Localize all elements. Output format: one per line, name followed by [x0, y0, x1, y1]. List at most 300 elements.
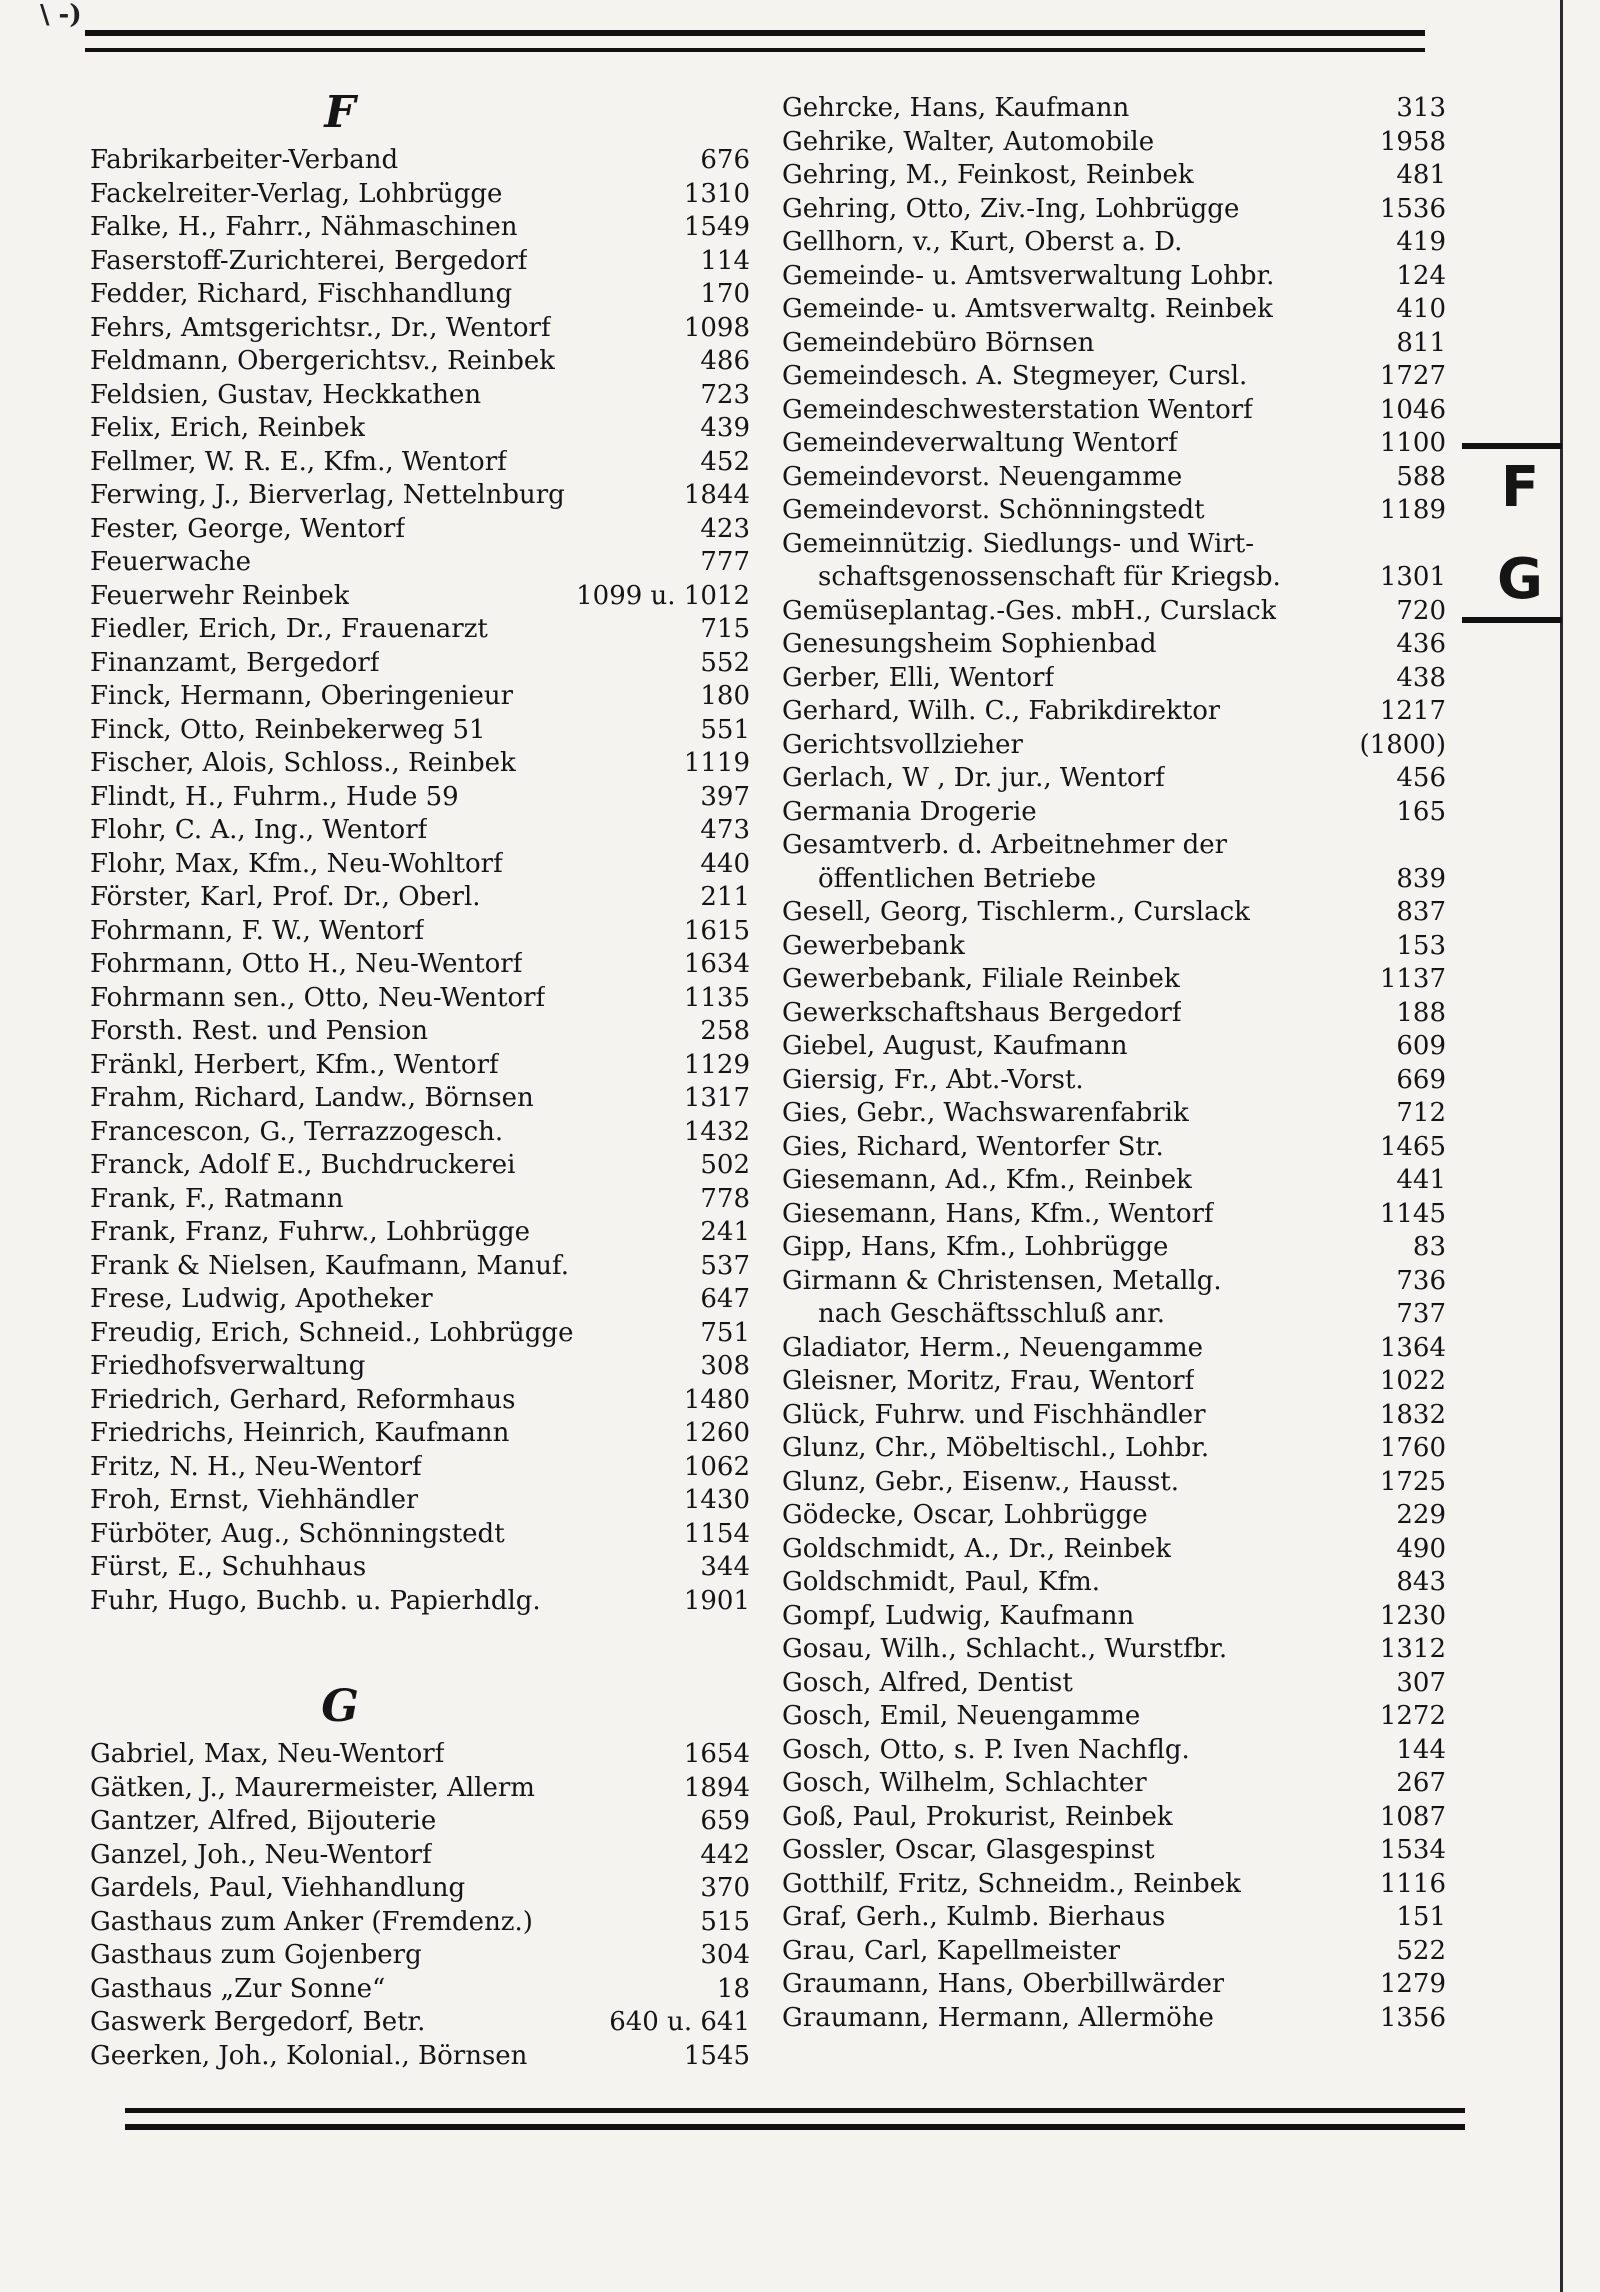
directory-entry — [782, 561, 1446, 595]
entry-phone-number: 241 — [700, 1217, 750, 1247]
entry-phone-number: 344 — [700, 1552, 750, 1582]
directory-entry — [782, 1097, 1446, 1131]
entry-phone-number: 1317 — [683, 1083, 750, 1113]
directory-entry — [782, 1499, 1446, 1533]
entry-phone-number: 438 — [1396, 662, 1446, 693]
entry-phone-number: 1312 — [1379, 1634, 1446, 1664]
directory-entry — [90, 1149, 750, 1183]
entry-phone-number: 515 — [700, 1906, 750, 1937]
entry-phone-number: 1654 — [683, 1739, 750, 1769]
entry-name: Fackelreiter-Verlag, Lohbrügge — [90, 178, 503, 209]
entry-name: Fränkl, Herbert, Kfm., Wentorf — [90, 1049, 499, 1080]
directory-entry — [90, 412, 750, 446]
entry-name: Graumann, Hans, Oberbillwärder — [782, 1969, 1225, 1999]
directory-entry — [90, 613, 750, 647]
entry-phone-number: 124 — [1396, 260, 1446, 291]
entry-phone-number: 588 — [1396, 461, 1446, 492]
directory-entry — [90, 1183, 750, 1217]
directory-entry — [90, 245, 750, 279]
entry-name: Faserstoff-Zurichterei, Bergedorf — [90, 245, 528, 276]
entry-phone-number: 1310 — [683, 178, 750, 209]
entry-name: Flohr, Max, Kfm., Neu-Wohltorf — [90, 848, 503, 879]
entry-phone-number: 452 — [700, 446, 750, 477]
directory-entry — [90, 982, 750, 1016]
entry-phone-number: 170 — [700, 279, 750, 309]
entry-name: Frahm, Richard, Landw., Börnsen — [90, 1083, 534, 1113]
entry-name: Gemeindesch. A. Stegmeyer, Cursl. — [782, 361, 1248, 391]
entry-name: Flohr, C. A., Ing., Wentorf — [90, 815, 428, 845]
directory-entry — [782, 126, 1446, 160]
entry-phone-number: 1534 — [1379, 1835, 1446, 1865]
directory-entry — [782, 1164, 1446, 1198]
entry-name: Gesell, Georg, Tischlerm., Curslack — [782, 897, 1250, 927]
directory-entry — [782, 1332, 1446, 1366]
directory-entry — [782, 226, 1446, 260]
entry-phone-number: 267 — [1396, 1768, 1446, 1798]
entry-name: Gewerbebank — [782, 930, 965, 961]
entry-name: Gasthaus zum Gojenberg — [90, 1940, 422, 1970]
entry-name: Ferwing, J., Bierverlag, Nettelnburg — [90, 480, 565, 510]
entry-phone-number: 1549 — [683, 212, 750, 242]
entry-name: Gosau, Wilh., Schlacht., Wurstfbr. — [782, 1634, 1228, 1664]
entry-phone-number: 188 — [1396, 997, 1446, 1028]
entry-name: Gasthaus „Zur Sonne“ — [90, 1973, 386, 2004]
entry-phone-number: 1260 — [683, 1418, 750, 1448]
entry-phone-number: 839 — [1396, 863, 1446, 894]
entry-name: Giesemann, Ad., Kfm., Reinbek — [782, 1165, 1192, 1195]
directory-entry — [782, 863, 1446, 897]
entry-phone-number: 1098 — [683, 312, 750, 343]
directory-entry — [90, 2006, 750, 2040]
directory-entry — [782, 327, 1446, 361]
directory-entry — [782, 1030, 1446, 1064]
entry-name: Gosch, Emil, Neuengamme — [782, 1701, 1141, 1731]
entry-name: Gellhorn, v., Kurt, Oberst a. D. — [782, 227, 1183, 257]
entry-name: Gleisner, Moritz, Frau, Wentorf — [782, 1366, 1195, 1396]
entry-name: Graf, Gerh., Kulmb. Bierhaus — [782, 1902, 1166, 1932]
directory-entry — [782, 1633, 1446, 1667]
entry-phone-number: 659 — [700, 1806, 750, 1836]
directory-entry — [782, 930, 1446, 964]
entry-phone-number: 144 — [1396, 1734, 1446, 1765]
directory-entry — [782, 1767, 1446, 1801]
entry-name: Gemeindeverwaltung Wentorf — [782, 428, 1178, 458]
entry-name: Germania Drogerie — [782, 796, 1037, 827]
directory-entry — [90, 714, 750, 748]
entry-phone-number: 1129 — [683, 1049, 750, 1080]
entry-name: Gehring, M., Feinkost, Reinbek — [782, 160, 1194, 190]
directory-entry — [782, 1834, 1446, 1868]
directory-entry — [90, 1283, 750, 1317]
entry-name: Gladiator, Herm., Neuengamme — [782, 1332, 1204, 1363]
entry-phone-number: 83 — [1412, 1232, 1446, 1262]
directory-entry — [90, 1015, 750, 1049]
entry-phone-number: 490 — [1396, 1533, 1446, 1564]
directory-entry — [782, 997, 1446, 1031]
directory-entry — [782, 1399, 1446, 1433]
entry-name: Frese, Ludwig, Apotheker — [90, 1284, 433, 1314]
directory-entry — [90, 747, 750, 781]
entry-name: Gemeinde- u. Amtsverwaltung Lohbr. — [782, 260, 1275, 291]
entry-name: Feuerwehr Reinbek — [90, 580, 350, 611]
directory-entry — [90, 178, 750, 212]
directory-entry — [90, 446, 750, 480]
entry-name: Fohrmann, Otto H., Neu-Wentorf — [90, 949, 523, 979]
directory-entry — [782, 1533, 1446, 1567]
directory-entry — [782, 1868, 1446, 1902]
entry-name: öffentlichen Betriebe — [818, 863, 1097, 894]
entry-name: Goldschmidt, Paul, Kfm. — [782, 1567, 1101, 1597]
entry-phone-number: 736 — [1396, 1265, 1446, 1296]
entry-phone-number: 481 — [1396, 160, 1446, 190]
directory-entry — [782, 628, 1446, 662]
directory-entry — [90, 1518, 750, 1552]
entry-name: Gemeinde- u. Amtsverwaltg. Reinbek — [782, 294, 1273, 324]
entry-name: Geerken, Joh., Kolonial., Börnsen — [90, 2040, 528, 2071]
entry-phone-number: 1154 — [683, 1518, 750, 1549]
entry-phone-number: 1087 — [1379, 1801, 1446, 1832]
entry-phone-number: 1894 — [683, 1772, 750, 1803]
entry-phone-number: 1145 — [1379, 1198, 1446, 1229]
entry-name: Gätken, J., Maurermeister, Allerm — [90, 1772, 535, 1803]
entry-name: Gardels, Paul, Viehhandlung — [90, 1873, 466, 1903]
directory-entry — [90, 345, 750, 379]
entry-name: Finck, Otto, Reinbekerweg 51 — [90, 714, 486, 745]
entry-name: Gerber, Elli, Wentorf — [782, 662, 1055, 693]
entry-phone-number: 1137 — [1379, 964, 1446, 994]
entry-phone-number: 1844 — [683, 480, 750, 510]
entry-name: Gehring, Otto, Ziv.-Ing, Lohbrügge — [782, 193, 1240, 224]
entry-phone-number: 1480 — [683, 1384, 750, 1415]
entry-name: Genesungsheim Sophienbad — [782, 629, 1157, 659]
entry-phone-number: 1022 — [1379, 1366, 1446, 1396]
entry-list-f — [90, 144, 750, 1618]
entry-phone-number: 410 — [1396, 294, 1446, 324]
directory-entry — [782, 461, 1446, 495]
directory-entry — [90, 1805, 750, 1839]
directory-entry — [90, 1738, 750, 1772]
directory-entry — [90, 1906, 750, 1940]
directory-entry — [782, 729, 1446, 763]
directory-entry — [782, 829, 1446, 863]
entry-name: Feldmann, Obergerichtsv., Reinbek — [90, 346, 555, 376]
entry-phone-number: 1135 — [683, 982, 750, 1013]
entry-name: Gerhard, Wilh. C., Fabrikdirektor — [782, 696, 1221, 726]
directory-entry — [782, 1064, 1446, 1098]
directory-entry — [90, 814, 750, 848]
entry-phone-number: 777 — [700, 547, 750, 577]
entry-phone-number: 229 — [1396, 1500, 1446, 1530]
entry-phone-number: 1272 — [1379, 1701, 1446, 1731]
entry-list-g-left — [90, 1738, 750, 2073]
entry-name: Gerichtsvollzieher — [782, 729, 1023, 760]
directory-entry — [90, 781, 750, 815]
entry-name: Gewerkschaftshaus Bergedorf — [782, 997, 1182, 1028]
entry-phone-number: 712 — [1396, 1098, 1446, 1128]
entry-name: Fohrmann, F. W., Wentorf — [90, 915, 425, 946]
entry-phone-number: 502 — [700, 1150, 750, 1180]
entry-phone-number: 715 — [700, 614, 750, 644]
directory-entry — [90, 513, 750, 547]
directory-entry — [90, 312, 750, 346]
directory-entry — [782, 1566, 1446, 1600]
entry-name: Fabrikarbeiter-Verband — [90, 145, 399, 175]
directory-entry — [90, 546, 750, 580]
entry-phone-number: 1116 — [1379, 1868, 1446, 1899]
entry-phone-number: 114 — [700, 245, 750, 276]
directory-entry — [782, 963, 1446, 997]
directory-entry — [90, 1872, 750, 1906]
entry-name: Gehrcke, Hans, Kaufmann — [782, 93, 1130, 123]
directory-entry — [90, 1451, 750, 1485]
entry-name: Förster, Karl, Prof. Dr., Oberl. — [90, 882, 481, 912]
directory-entry — [782, 293, 1446, 327]
directory-entry — [90, 680, 750, 714]
entry-phone-number: 1432 — [683, 1116, 750, 1147]
entry-name: schaftsgenossenschaft für Kriegsb. — [818, 562, 1281, 592]
entry-name: Friedrich, Gerhard, Reformhaus — [90, 1384, 516, 1415]
directory-entry — [90, 1484, 750, 1518]
directory-entry — [90, 848, 750, 882]
directory-entry — [782, 1734, 1446, 1768]
entry-name: Fritz, N. H., Neu-Wentorf — [90, 1451, 422, 1482]
entry-phone-number: 440 — [700, 848, 750, 879]
entry-phone-number: 609 — [1396, 1031, 1446, 1061]
section-gap — [90, 1618, 750, 1676]
directory-entry — [90, 379, 750, 413]
entry-name: Fiedler, Erich, Dr., Frauenarzt — [90, 614, 488, 644]
entry-name: Graumann, Hermann, Allermöhe — [782, 2002, 1214, 2033]
entry-name: Grau, Carl, Kapellmeister — [782, 1935, 1121, 1966]
directory-entry — [90, 1973, 750, 2007]
entry-name: Francescon, G., Terrazzogesch. — [90, 1116, 504, 1147]
entry-phone-number: 423 — [700, 513, 750, 544]
directory-entry — [782, 394, 1446, 428]
entry-name: Giesemann, Hans, Kfm., Wentorf — [782, 1198, 1214, 1229]
entry-name: Fuhr, Hugo, Buchb. u. Papierhdlg. — [90, 1585, 541, 1616]
entry-phone-number: 211 — [700, 882, 750, 912]
entry-phone-number: 778 — [700, 1183, 750, 1214]
entry-name: Fehrs, Amtsgerichtsr., Dr., Wentorf — [90, 312, 551, 343]
directory-entry — [90, 647, 750, 681]
entry-phone-number: 486 — [700, 346, 750, 376]
directory-entry — [782, 896, 1446, 930]
entry-phone-number: 640 u. 641 — [609, 2007, 750, 2037]
corner-mark: \ -) — [40, 0, 82, 30]
entry-phone-number: 552 — [700, 647, 750, 678]
thumb-tab-rule-bottom — [1462, 617, 1562, 623]
directory-entry — [782, 427, 1446, 461]
directory-entry — [90, 211, 750, 245]
entry-phone-number: 751 — [700, 1317, 750, 1348]
entry-name: Goß, Paul, Prokurist, Reinbek — [782, 1801, 1173, 1832]
entry-name: Goldschmidt, A., Dr., Reinbek — [782, 1533, 1172, 1564]
directory-entry — [782, 159, 1446, 193]
entry-phone-number: 522 — [1396, 1935, 1446, 1966]
entry-name: Gosch, Otto, s. P. Iven Nachflg. — [782, 1734, 1190, 1765]
directory-entry — [782, 1432, 1446, 1466]
entry-name: Fürst, E., Schuhhaus — [90, 1552, 367, 1582]
entry-phone-number: 419 — [1396, 227, 1446, 257]
directory-entry — [782, 595, 1446, 629]
entry-phone-number: 1430 — [683, 1485, 750, 1515]
entry-phone-number: 1189 — [1379, 495, 1446, 525]
entry-name: Gesamtverb. d. Arbeitnehmer der — [782, 830, 1228, 860]
entry-phone-number: 258 — [700, 1016, 750, 1046]
entry-phone-number: 737 — [1396, 1299, 1446, 1329]
entry-name: Fürböter, Aug., Schönningstedt — [90, 1518, 505, 1549]
entry-name: Friedrichs, Heinrich, Kaufmann — [90, 1418, 510, 1448]
entry-name: Glunz, Gebr., Eisenw., Hausst. — [782, 1466, 1180, 1497]
entry-phone-number: 441 — [1396, 1165, 1446, 1195]
directory-entry — [90, 1839, 750, 1873]
directory-entry — [782, 1935, 1446, 1969]
entry-name: Girmann & Christensen, Metallg. — [782, 1265, 1222, 1296]
entry-phone-number: 165 — [1396, 796, 1446, 827]
entry-name: Gabriel, Max, Neu-Wentorf — [90, 1739, 445, 1769]
directory-entry — [782, 92, 1446, 126]
entry-name: Felix, Erich, Reinbek — [90, 413, 366, 443]
directory-entry — [90, 1585, 750, 1619]
entry-name: Finanzamt, Bergedorf — [90, 647, 380, 678]
entry-name: Gosch, Alfred, Dentist — [782, 1667, 1073, 1698]
directory-entry — [782, 695, 1446, 729]
thumb-tab-f: F — [1500, 455, 1540, 520]
directory-entry — [90, 1384, 750, 1418]
entry-name: Gossler, Oscar, Glasgespinst — [782, 1835, 1155, 1865]
entry-phone-number: 1832 — [1379, 1399, 1446, 1430]
entry-phone-number: 439 — [700, 413, 750, 443]
page-edge — [1560, 0, 1563, 2292]
entry-name: Falke, H., Fahrr., Nähmaschinen — [90, 212, 518, 242]
entry-name: Gaswerk Bergedorf, Betr. — [90, 2007, 426, 2037]
directory-entry — [782, 1667, 1446, 1701]
directory-entry — [90, 278, 750, 312]
entry-phone-number: 1725 — [1379, 1466, 1446, 1497]
entry-name: Frank, F., Ratmann — [90, 1183, 344, 1214]
entry-name: Gemeindeschwesterstation Wentorf — [782, 394, 1253, 425]
entry-name: Gemeindevorst. Schönningstedt — [782, 495, 1205, 525]
directory-entry — [90, 1417, 750, 1451]
entry-name: Freudig, Erich, Schneid., Lohbrügge — [90, 1317, 574, 1348]
entry-name: Fester, George, Wentorf — [90, 513, 405, 544]
directory-entry — [782, 1198, 1446, 1232]
directory-entry — [90, 1250, 750, 1284]
entry-phone-number: 18 — [716, 1973, 750, 2004]
bottom-double-rule — [125, 2108, 1465, 2130]
directory-entry — [90, 479, 750, 513]
entry-name: Frank, Franz, Fuhrw., Lohbrügge — [90, 1217, 531, 1247]
entry-phone-number: 151 — [1396, 1902, 1446, 1932]
thumb-tab-g: G — [1497, 547, 1543, 612]
entry-name: Gies, Richard, Wentorfer Str. — [782, 1131, 1164, 1162]
entry-phone-number: 313 — [1396, 93, 1446, 123]
entry-phone-number: 1901 — [683, 1585, 750, 1616]
directory-entry — [90, 1049, 750, 1083]
entry-phone-number: 1545 — [683, 2040, 750, 2071]
thumb-tab-rule-top — [1462, 443, 1562, 449]
directory-entry — [90, 915, 750, 949]
top-double-rule — [85, 30, 1425, 52]
entry-name: Gewerbebank, Filiale Reinbek — [782, 964, 1180, 994]
entry-name: Fischer, Alois, Schloss., Reinbek — [90, 748, 516, 778]
entry-name: nach Geschäftsschluß anr. — [818, 1299, 1165, 1329]
right-column — [782, 92, 1446, 2035]
entry-phone-number: 811 — [1396, 327, 1446, 358]
entry-name: Glunz, Chr., Möbeltischl., Lohbr. — [782, 1433, 1210, 1463]
entry-phone-number: 1536 — [1379, 193, 1446, 224]
directory-entry — [90, 1772, 750, 1806]
entry-phone-number: 456 — [1396, 763, 1446, 793]
entry-phone-number: 1301 — [1379, 562, 1446, 592]
directory-entry — [90, 1551, 750, 1585]
entry-name: Flindt, H., Fuhrm., Hude 59 — [90, 781, 459, 812]
directory-entry — [782, 796, 1446, 830]
entry-phone-number: 442 — [700, 1839, 750, 1870]
directory-entry — [782, 193, 1446, 227]
entry-name: Gemeinnützig. Siedlungs- und Wirt- — [782, 528, 1255, 559]
directory-entry — [90, 2040, 750, 2074]
entry-phone-number: 837 — [1396, 897, 1446, 927]
directory-entry — [782, 360, 1446, 394]
directory-entry — [90, 144, 750, 178]
entry-name: Ganzel, Joh., Neu-Wentorf — [90, 1839, 432, 1870]
directory-entry — [90, 580, 750, 614]
directory-entry — [782, 1365, 1446, 1399]
directory-entry — [782, 494, 1446, 528]
entry-phone-number: 551 — [700, 714, 750, 745]
entry-phone-number: 397 — [700, 781, 750, 812]
entry-phone-number: 1099 u. 1012 — [576, 580, 750, 611]
directory-entry — [782, 1600, 1446, 1634]
section-heading-g: G — [321, 1681, 359, 1732]
section-heading-f: F — [324, 87, 356, 138]
directory-entry — [90, 1317, 750, 1351]
entry-name: Gasthaus zum Anker (Fremdenz.) — [90, 1906, 533, 1937]
entry-phone-number: 1634 — [683, 949, 750, 979]
entry-name: Frank & Nielsen, Kaufmann, Manuf. — [90, 1250, 569, 1281]
entry-name: Forsth. Rest. und Pension — [90, 1016, 428, 1046]
entry-name: Gerlach, W , Dr. jur., Wentorf — [782, 763, 1165, 793]
directory-entry — [782, 1466, 1446, 1500]
directory-entry — [782, 1265, 1446, 1299]
directory-entry — [90, 1116, 750, 1150]
directory-entry — [782, 1131, 1446, 1165]
directory-entry — [782, 528, 1446, 562]
directory-entry — [782, 1968, 1446, 2002]
entry-phone-number: 1356 — [1379, 2002, 1446, 2033]
entry-name: Feuerwache — [90, 547, 252, 577]
entry-phone-number: 1100 — [1379, 428, 1446, 458]
directory-entry — [782, 1231, 1446, 1265]
entry-name: Franck, Adolf E., Buchdruckerei — [90, 1150, 516, 1180]
entry-phone-number: 1119 — [683, 748, 750, 778]
entry-phone-number: 1465 — [1379, 1131, 1446, 1162]
entry-name: Fellmer, W. R. E., Kfm., Wentorf — [90, 446, 507, 477]
entry-phone-number: 153 — [1396, 930, 1446, 961]
entry-name: Gipp, Hans, Kfm., Lohbrügge — [782, 1232, 1169, 1262]
entry-phone-number: 1760 — [1379, 1433, 1446, 1463]
directory-entry — [90, 948, 750, 982]
entry-phone-number: 1364 — [1379, 1332, 1446, 1363]
directory-entry — [782, 2002, 1446, 2036]
entry-list-g-right — [782, 92, 1446, 2035]
entry-phone-number: 180 — [700, 681, 750, 711]
entry-phone-number: 1279 — [1379, 1969, 1446, 1999]
entry-phone-number: 304 — [700, 1940, 750, 1970]
directory-entry — [90, 1939, 750, 1973]
entry-name: Gantzer, Alfred, Bijouterie — [90, 1806, 437, 1836]
